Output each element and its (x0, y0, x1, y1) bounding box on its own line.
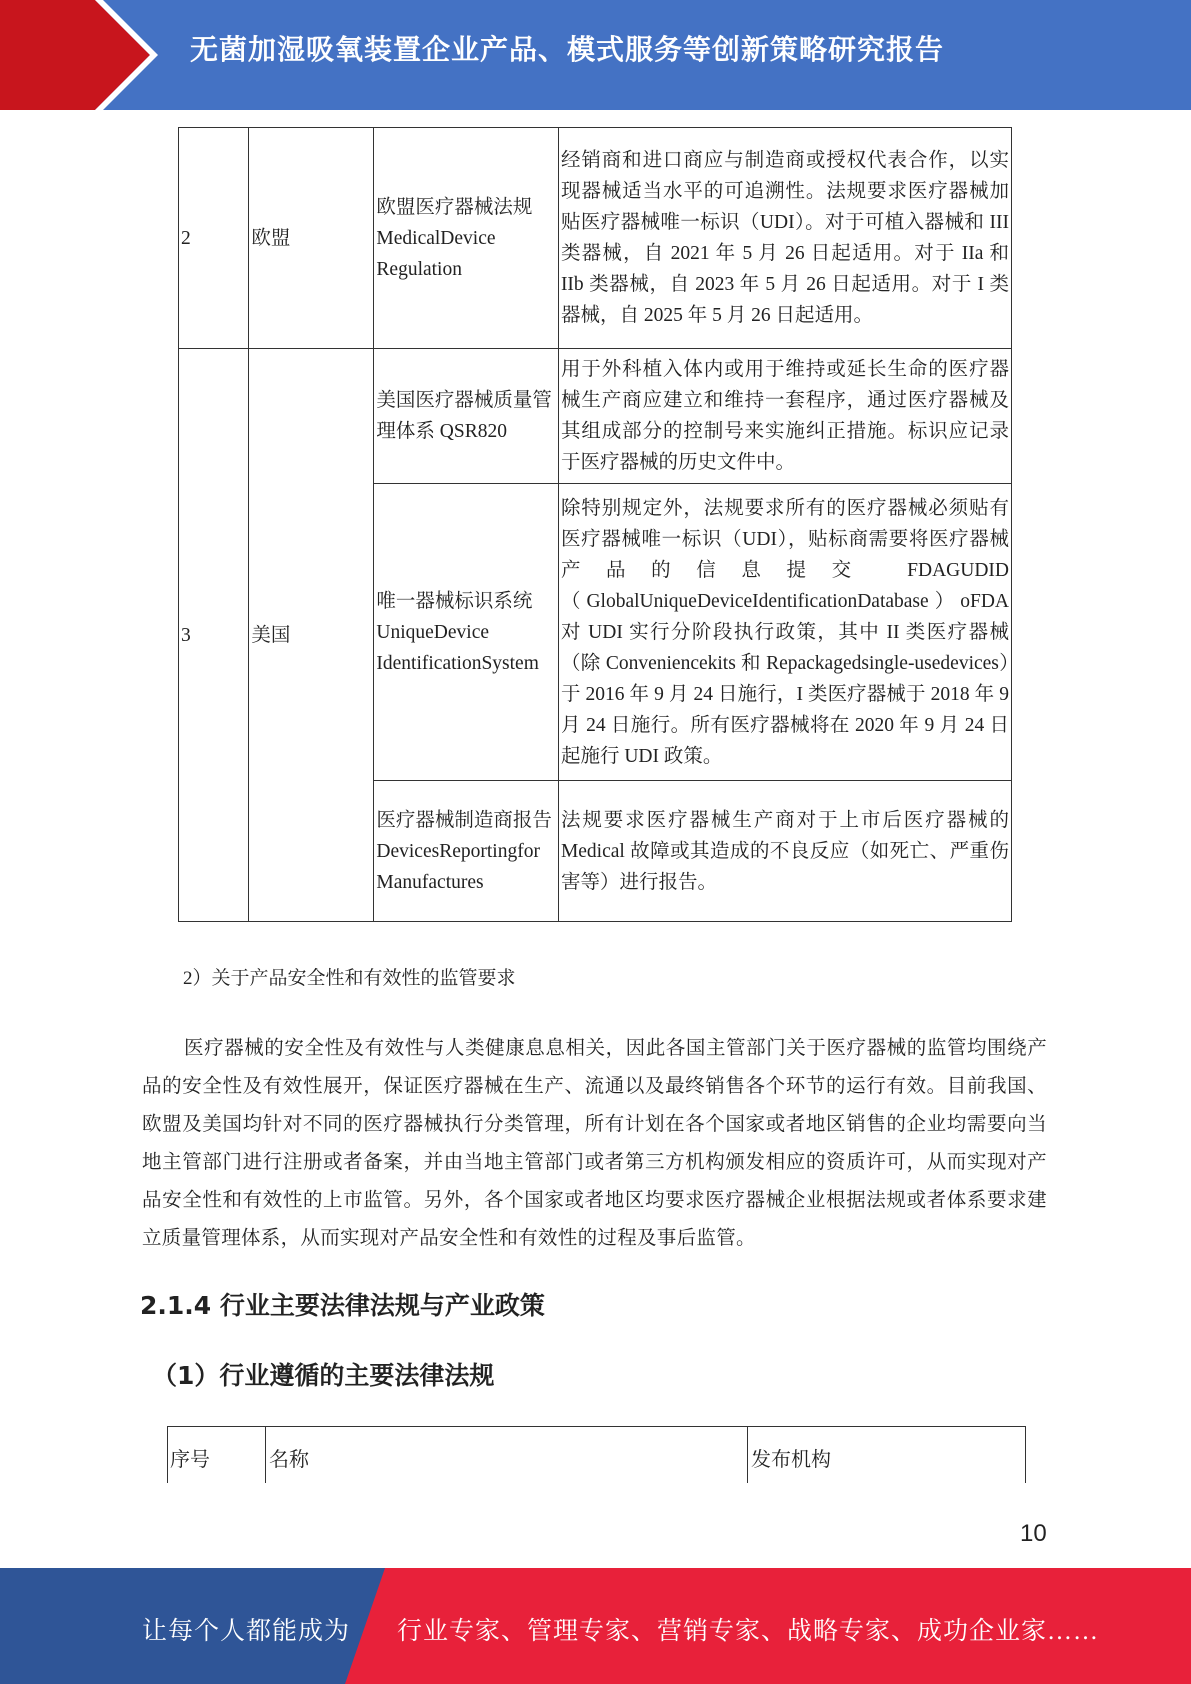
body-paragraph: 医疗器械的安全性及有效性与人类健康息息相关，因此各国主管部门关于医疗器械的监管均围绕产品的安全性及有效性展开，保证医疗器械在生产、流通以及最终销售各个环节的运行有效。目前我国、欧盟及美国均针对不同的医疗器械执行分类管理，所有计划在各个国家或者地区销售的企业均需要向当地主管部门进行注册或者备案，并由当地主管部门或者第三方机构颁发相应的资质许可，从而实现对产品安全性和有效性的上市监管。另外，各个国家或者地区均要求医疗器械企业根据法规或者体系要求建立质量管理体系，从而实现对产品安全性和有效性的过程及事后监管。 (142, 1038, 1047, 1249)
regulation-name-line: 美国医疗器械质量管 (376, 390, 552, 411)
regulation-name-line: 唯一器械标识系统 (376, 590, 533, 612)
column-header-number: 序号 (170, 1449, 210, 1471)
regulation-name-line: 医疗器械制造商报告 (376, 809, 552, 831)
footer-slogan: 让每个人都能成为 (142, 1618, 351, 1645)
column-divider (265, 1427, 266, 1483)
column-header-name: 名称 (269, 1449, 309, 1471)
regulation-name (374, 484, 559, 781)
regulation-name-line: DevicesReportingfor (376, 840, 540, 862)
regulation-name-line: Regulation (376, 258, 462, 280)
row-number: 2 (179, 128, 249, 349)
regulation-name-line: Manufactures (376, 871, 484, 893)
row-number: 3 (179, 349, 249, 922)
regulation-name-line: IdentificationSystem (376, 652, 539, 674)
section-heading: 2.1.4 行业主要法律法规与产业政策 (140, 1291, 545, 1320)
regulation-name (374, 781, 559, 922)
regulation-name-line: MedicalDevice (376, 227, 496, 249)
column-divider (747, 1427, 748, 1483)
row-region: 美国 (249, 349, 374, 922)
regulation-name (374, 128, 559, 349)
column-header-publisher: 发布机构 (751, 1449, 831, 1471)
subsection-heading: （1）行业遵循的主要法律法规 (152, 1361, 495, 1390)
report-title: 无菌加湿吸氧装置企业产品、模式服务等创新策略研究报告 (190, 33, 945, 66)
regulation-name-line: 欧盟医疗器械法规 (376, 196, 533, 218)
regulation-description: 用于外科植入体内或用于维持或延长生命的医疗器械生产商应建立和维持一套程序，通过医疗器械及其组成部分的控制号来实施纠正措施。标识应记录于医疗器械的历史文件中。 (558, 349, 1011, 484)
page-footer (0, 1568, 1191, 1684)
row-region: 欧盟 (249, 128, 374, 349)
regulation-description: 法规要求医疗器械生产商对于上市后医疗器械的 Medical 故障或其造成的不良反应（如死亡、严重伤害等）进行报告。 (558, 781, 1011, 922)
table-row (179, 128, 1012, 349)
regulation-table (178, 127, 1012, 922)
law-table-header (167, 1426, 1026, 1483)
regulation-description: 除特别规定外，法规要求所有的医疗器械必须贴有医疗器械唯一标识（UDI），贴标商需要将医疗器械产品的信息提交 FDAGUDID（GlobalUniqueDeviceIdentificationDatabase）oFDA 对 UDI 实行分阶段执行政策，其中 II 类医疗器械（除 Conveniencekits 和 Repackagedsingle-usedevices）于 2016 年 9 月 24 日施行，I 类医疗器械于 2018 年 9 月 24 日施行。所有医疗器械将在 2020 年 9 月 24 日起施行 UDI 政策。 (558, 484, 1011, 781)
regulation-description: 经销商和进口商应与制造商或授权代表合作，以实现器械适当水平的可追溯性。法规要求医疗器械加贴医疗器械唯一标识（UDI）。对于可植入器械和 III 类器械，自 2021 年 5 月 26 日起适用。对于 IIa 和 IIb 类器械，自 2023 年 5 月 26 日起适用。对于 I 类器械，自 2025 年 5 月 26 日起适用。 (558, 128, 1011, 349)
subheading: 2）关于产品安全性和有效性的监管要求 (183, 968, 516, 989)
regulation-name (374, 349, 559, 484)
regulation-name-line: UniqueDevice (376, 621, 490, 643)
table-row (179, 349, 1012, 484)
page-header (0, 0, 1191, 110)
page-number: 10 (1020, 1520, 1047, 1547)
regulation-name-line: 理体系 QSR820 (376, 421, 507, 442)
footer-tagline: 行业专家、管理专家、营销专家、战略专家、成功企业家…… (397, 1618, 1100, 1645)
